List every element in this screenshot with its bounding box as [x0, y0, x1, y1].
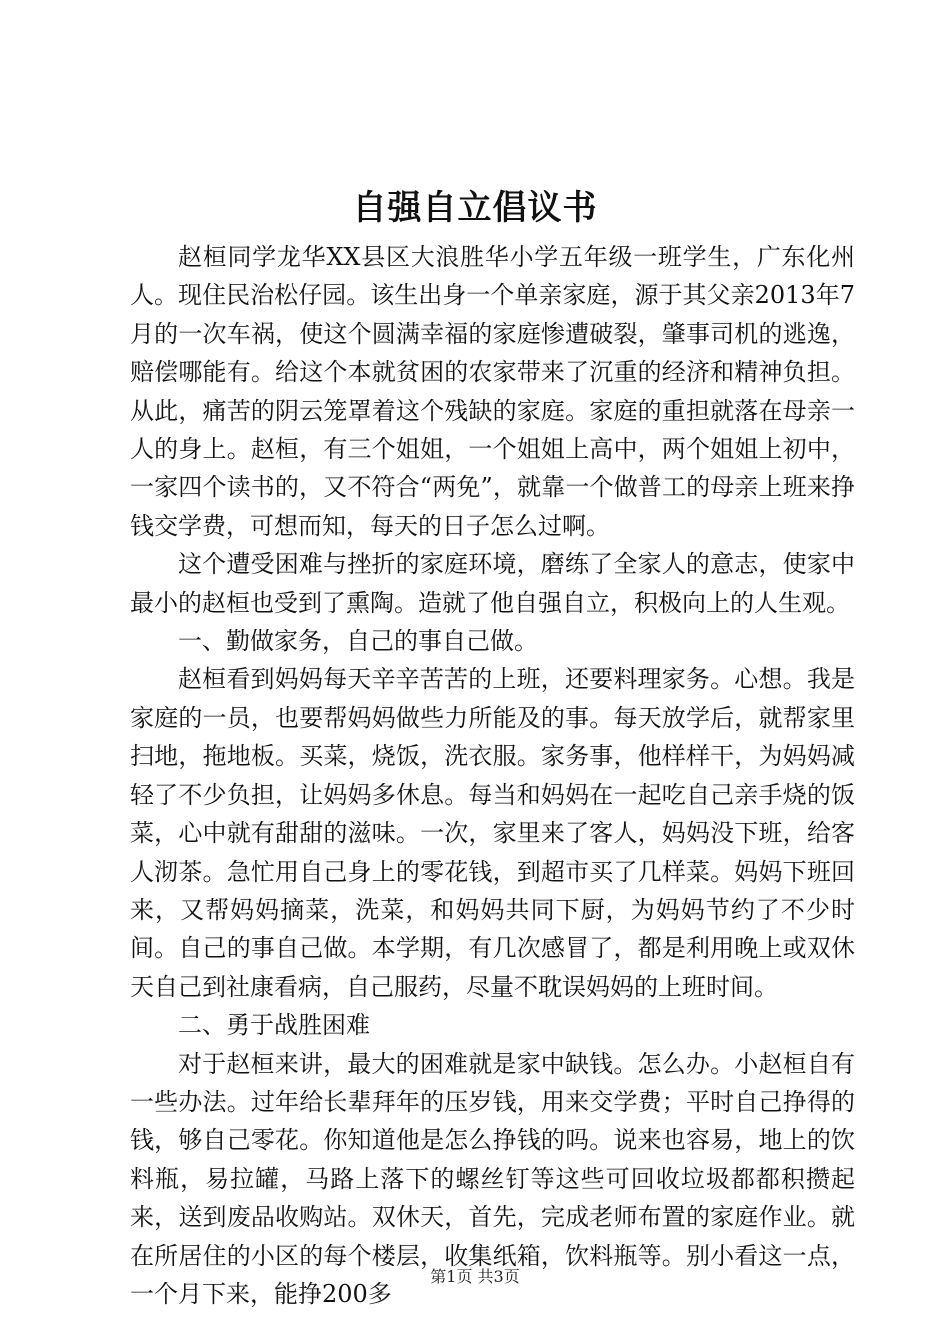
- document-body: [130, 238, 855, 1313]
- page-footer: 第1页 共3页: [430, 1267, 520, 1286]
- paragraph-housework: 赵桓看到妈妈每天辛辛苦苦的上班，还要料理家务。心想。我是家庭的一员，也要帮妈妈做些力所能及的事。每天放学后，就帮家里扫地，拖地板。买菜，烧饭，洗衣服。家务事，他样样干，为妈妈减轻了不少负担，让妈妈多休息。每当和妈妈在一起吃自己亲手烧的饭菜，心中就有甜甜的滋味。一次，家里来了客人，妈妈没下班，给客人沏茶。急忙用自己身上的零花钱，到超市买了几样菜。妈妈下班回来，又帮妈妈摘菜，洗菜，和妈妈共同下厨，为妈妈节约了不少时间。自己的事自己做。本学期，有几次感冒了，都是利用晚上或双休天自己到社康看病，自己服药，尽量不耽误妈妈的上班时间。: [130, 665, 855, 1001]
- document-title: 自强自立倡议书: [352, 188, 598, 228]
- paragraph-intro: 赵桓同学龙华XX县区大浪胜华小学五年级一班学生，广东化州人。现住民治松仔园。该生出身一个单亲家庭，源于其父亲2013年7月的一次车祸，使这个圆满幸福的家庭惨遭破裂，肇事司机的逃逸，赔偿哪能有。给这个本就贫困的农家带来了沉重的经济和精神负担。从此，痛苦的阴云笼罩着这个残缺的家庭。家庭的重担就落在母亲一人的身上。赵桓，有三个姐姐，一个姐姐上高中，两个姐姐上初中，一家四个读书的，又不符合“两免”，就靠一个做普工的母亲上班来挣钱交学费，可想而知，每天的日子怎么过啊。: [130, 243, 855, 540]
- section-heading-difficulties: 二、勇于战胜困难: [178, 1011, 370, 1040]
- section-heading-housework: 一、勤做家务，自己的事自己做。: [178, 627, 538, 656]
- paragraph-environment: 这个遭受困难与挫折的家庭环境，磨练了全家人的意志，使家中最小的赵桓也受到了熏陶。造就了他自强自立，积极向上的人生观。: [130, 550, 855, 617]
- paragraph-difficulties: 对于赵桓来讲，最大的困难就是家中缺钱。怎么办。小赵桓自有一些办法。过年给长辈拜年的压岁钱，用来交学费；平时自己挣得的钱，够自己零花。你知道他是怎么挣钱的吗。说来也容易，地上的饮料瓶，易拉罐，马路上落下的螺丝钉等这些可回收垃圾都都积攒起来，送到废品收购站。双休天，首先，完成老师布置的家庭作业。就在所居住的小区的每个楼层，收集纸箱，饮料瓶等。别小看这一点，一个月下来，能挣200多: [130, 1049, 855, 1308]
